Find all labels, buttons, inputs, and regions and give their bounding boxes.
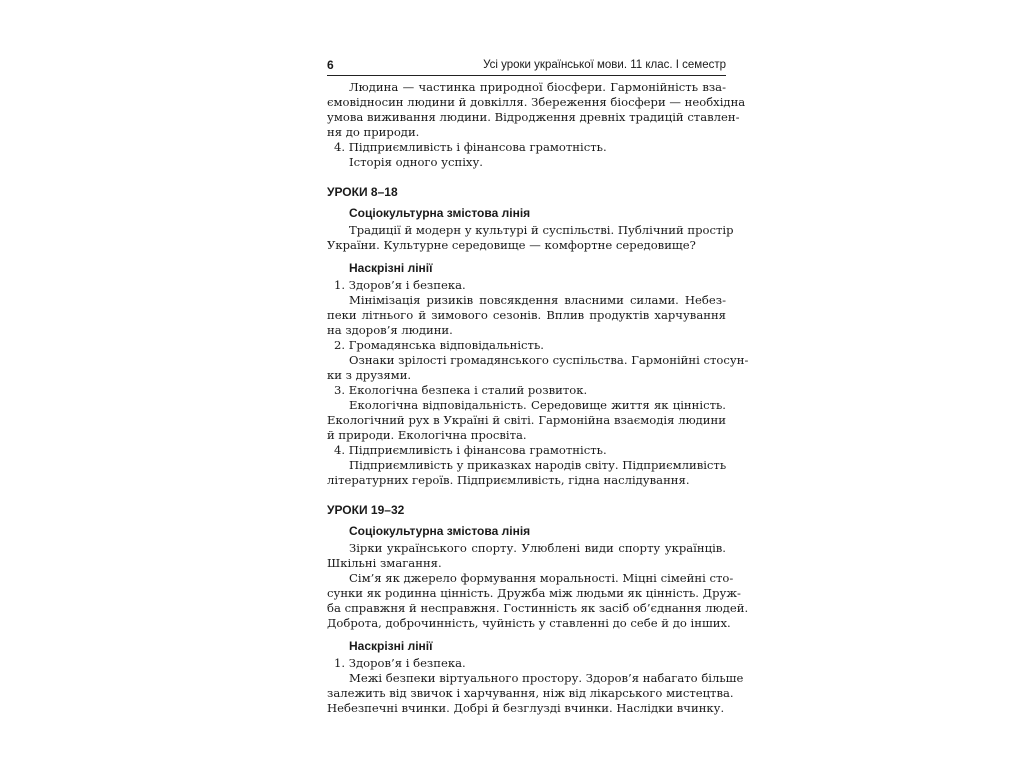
text-line: ємовідносин людини й довкілля. Збереження біосфери — необхідна [327, 95, 746, 109]
text-line: Підприємливість у приказках народів світу. Підприємливість [349, 458, 727, 472]
subsection-heading: Соціокультурна змістова лінія [349, 206, 531, 220]
text-line: Небезпечні вчинки. Добрі й безглузді вчинки. Наслідки вчинку. [327, 701, 725, 715]
text-line: Історія одного успіху. [349, 155, 483, 169]
list-item: 2. Громадянська відповідальність. [334, 338, 544, 352]
text-line: Доброта, доброчинність, чуйність у ставленні до себе й до інших. [327, 616, 731, 630]
running-title: Усі уроки української мови. 11 клас. І семестр [483, 59, 726, 71]
text-line: ба справжня й несправжня. Гостинність як засіб об’єднання людей. [327, 601, 749, 615]
subsection-heading: Наскрізні лінії [349, 261, 433, 275]
list-item: 3. Екологічна безпека і сталий розвиток. [334, 383, 588, 397]
text-line: залежить від звичок і харчування, ніж від лікарського мистецтва. [327, 686, 734, 700]
text-line: ня до природи. [327, 125, 420, 139]
list-item: 1. Здоров’я і безпека. [334, 278, 466, 292]
list-item: 4. Підприємливість і фінансова грамотність. [334, 443, 607, 457]
text-line: Екологічна відповідальність. Середовище життя як цінність. [349, 398, 726, 412]
subsection-heading: Соціокультурна змістова лінія [349, 524, 531, 538]
page-content [327, 80, 749, 716]
list-item: 1. Здоров’я і безпека. [334, 656, 466, 670]
text-line: й природи. Екологічна просвіта. [327, 428, 527, 442]
text-line: Ознаки зрілості громадянського суспільства. Гармонійні стосун- [349, 353, 749, 367]
text-line: Традиції й модерн у культурі й суспільстві. Публічний простір [349, 223, 734, 237]
text-line: Сім’я як джерело формування моральності. Міцні сімейні сто- [349, 571, 734, 585]
text-line: України. Культурне середовище — комфортне середовище? [327, 238, 696, 252]
text-line: Межі безпеки віртуального простору. Здоров’я набагато більше [349, 671, 744, 685]
text-line: умова виживання людини. Відродження древніх традицій ставлен- [327, 110, 740, 124]
page-number: 6 [327, 58, 334, 72]
text-line: сунки як родинна цінність. Дружба між людьми як цінність. Друж- [327, 586, 741, 600]
text-line: на здоров’я людини. [327, 323, 453, 337]
text-line: пеки літнього й зимового сезонів. Вплив продуктів харчування [327, 308, 726, 322]
text-line: Екологічний рух в Україні й світі. Гармонійна взаємодія людини [327, 413, 726, 427]
list-item: 4. Підприємливість і фінансова грамотність. [334, 140, 607, 154]
running-header [327, 56, 726, 76]
text-line: Мінімізація ризиків повсякдення власними силами. Небез- [349, 293, 726, 307]
text-line: Зірки українського спорту. Улюблені види спорту українців. [349, 541, 726, 555]
text-line: Людина — частинка природної біосфери. Гармонійність вза- [349, 80, 726, 94]
text-line: літературних героїв. Підприємливість, гідна наслідування. [327, 473, 690, 487]
subsection-heading: Наскрізні лінії [349, 639, 433, 653]
text-line: Шкільні змагання. [327, 556, 442, 570]
section-title: УРОКИ 19–32 [327, 503, 405, 517]
section-title: УРОКИ 8–18 [327, 185, 398, 199]
text-line: ки з друзями. [327, 368, 412, 382]
